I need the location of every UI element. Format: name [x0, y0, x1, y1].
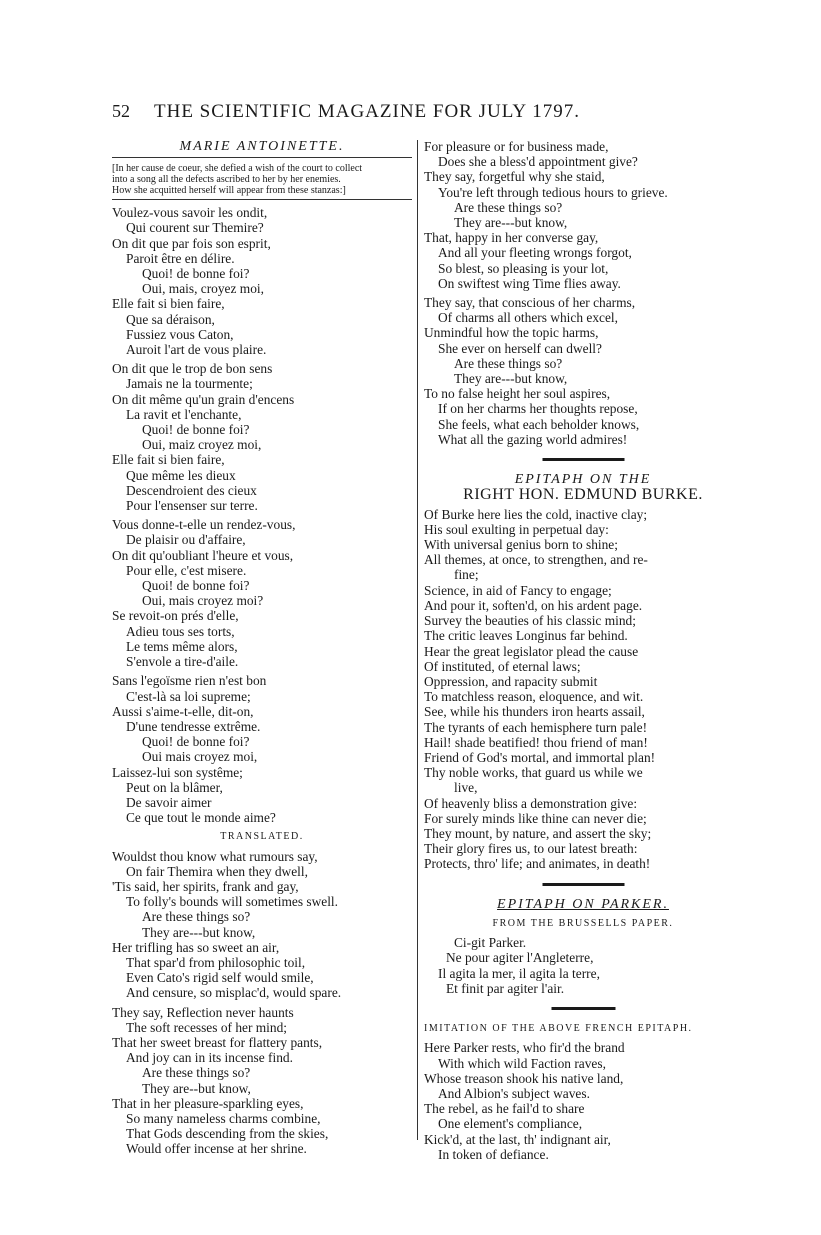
verse-line: Her trifling has so sweet an air,: [112, 939, 280, 955]
verse-line: Oui mais croyez moi,: [142, 749, 258, 765]
verse-line: Are these things so?: [142, 1065, 251, 1081]
verse-line: Pour l'ensenser sur terre.: [126, 498, 258, 514]
french-poem: [112, 205, 412, 825]
verse-line: Of heavenly bliss a demonstration give:: [424, 795, 638, 811]
verse-line: They mount, by nature, and assert the sky;: [424, 825, 652, 841]
column-divider: [417, 140, 418, 1140]
verse-line: To no false height her soul aspires,: [424, 386, 611, 402]
verse-line: And joy can in its incense find.: [126, 1050, 293, 1066]
burke-title-line2: RIGHT HON. EDMUND BURKE.: [463, 486, 703, 504]
verse-line: On dit qu'oubliant l'heure et vous,: [112, 547, 294, 563]
verse-line: Auroit l'art de vous plaire.: [126, 342, 267, 358]
verse-line: Se revoit-on prés d'elle,: [112, 608, 239, 624]
verse-line: His soul exulting in perpetual day:: [424, 521, 609, 537]
verse-line: Paroit être en délire.: [126, 250, 235, 266]
verse-line: She ever on herself can dwell?: [438, 340, 602, 356]
verse-line: And pour it, soften'd, on his ardent page.: [424, 597, 643, 613]
verse-line: On swiftest wing Time flies away.: [438, 275, 621, 291]
title-rule: [112, 157, 412, 158]
ornament-divider: ▬▬▬▬▬▬▬▬▬: [542, 877, 624, 889]
verse-line: On dit même qu'un grain d'encens: [112, 391, 295, 407]
verse-line: That Gods descending from the skies,: [126, 1126, 329, 1142]
verse-line: Il agita la mer, il agita la terre,: [438, 965, 600, 981]
verse-line: Would offer incense at her shrine.: [126, 1141, 307, 1157]
verse-line: So many nameless charms combine,: [126, 1110, 321, 1126]
verse-line: One element's compliance,: [438, 1116, 583, 1132]
verse-line: The rebel, as he fail'd to share: [424, 1101, 585, 1117]
verse-line: And Albion's subject waves.: [438, 1085, 590, 1101]
verse-line: Whose treason shook his native land,: [424, 1070, 624, 1086]
imitation-poem: [424, 1040, 742, 1162]
verse-line: They are--but know,: [142, 1080, 251, 1096]
verse-line: De savoir aimer: [126, 794, 212, 810]
translated-heading: TRANSLATED.: [220, 831, 304, 843]
verse-line: Ci-git Parker.: [454, 935, 527, 951]
verse-line: They say, forgetful why she staid,: [424, 169, 605, 185]
parker-french-epitaph: [424, 935, 742, 996]
poem-title-marie-antoinette: MARIE ANTOINETTE.: [179, 139, 345, 154]
continued-poem: [424, 139, 742, 447]
verse-line: On dit que par fois son esprit,: [112, 235, 271, 251]
verse-line: live,: [454, 780, 478, 796]
verse-line: Oui, mais, croyez moi,: [142, 281, 264, 297]
burke-epitaph: [424, 507, 742, 872]
verse-line: And censure, so misplac'd, would spare.: [126, 985, 342, 1001]
verse-line: Ne pour agiter l'Angleterre,: [446, 950, 594, 966]
verse-line: Quoi! de bonne foi?: [142, 578, 250, 594]
verse-line: Voulez-vous savoir les ondit,: [112, 205, 268, 221]
verse-line: And all your fleeting wrongs forgot,: [438, 245, 632, 261]
verse-line: She feels, what each beholder knows,: [438, 416, 640, 432]
verse-line: So blest, so pleasing is your lot,: [438, 260, 609, 276]
verse-line: The critic leaves Longinus far behind.: [424, 628, 628, 644]
verse-line: To matchless reason, eloquence, and wit.: [424, 689, 644, 705]
verse-line: Et finit par agiter l'air.: [446, 980, 565, 996]
verse-line: With universal genius born to shine;: [424, 537, 618, 553]
verse-line: With which wild Faction raves,: [438, 1055, 606, 1071]
verse-line: Wouldst thou know what rumours say,: [112, 848, 318, 864]
verse-line: You're left through tedious hours to grieve.: [438, 184, 668, 200]
verse-line: Oui, mais croyez moi?: [142, 593, 264, 609]
ornament-divider: ▬▬▬▬▬▬▬▬▬: [542, 453, 624, 465]
imitation-heading: IMITATION OF THE ABOVE FRENCH EPITAPH.: [424, 1023, 693, 1035]
verse-line: The tyrants of each hemisphere turn pale!: [424, 719, 648, 735]
verse-line: Jamais ne la tourmente;: [126, 376, 253, 392]
verse-line: See, while his thunders iron hearts assail,: [424, 704, 645, 720]
verse-line: They say, that conscious of her charms,: [424, 295, 636, 311]
parker-source: FROM THE BRUSSELLS PAPER.: [492, 917, 674, 929]
running-title: THE SCIENTIFIC MAGAZINE FOR JULY 1797.: [154, 101, 580, 122]
left-column: [112, 139, 412, 1157]
verse-line: For pleasure or for business made,: [424, 139, 609, 154]
verse-line: Laissez-lui son systême;: [112, 764, 243, 780]
verse-line: Fussiez vous Caton,: [126, 326, 234, 342]
verse-line: That her sweet breast for flattery pants,: [112, 1034, 323, 1050]
verse-line: Sans l'egoïsme rien n'est bon: [112, 673, 267, 689]
verse-line: Vous donne-t-elle un rendez-vous,: [112, 517, 296, 533]
verse-line: Does she a bless'd appointment give?: [438, 154, 638, 170]
verse-line: Are these things so?: [142, 909, 251, 925]
burke-title-line1: EPITAPH ON THE: [514, 472, 652, 488]
verse-line: Thy noble works, that guard us while we: [424, 765, 643, 781]
verse-line: De plaisir ou d'affaire,: [126, 532, 246, 548]
verse-line: Pour elle, c'est misere.: [126, 562, 247, 578]
verse-line: That in her pleasure-sparkling eyes,: [112, 1095, 304, 1111]
verse-line: Que sa déraison,: [126, 311, 215, 327]
verse-line: Ce que tout le monde aime?: [126, 810, 276, 826]
verse-line: Que même les dieux: [126, 467, 236, 483]
verse-line: To folly's bounds will sometimes swell.: [126, 894, 339, 910]
verse-line: That, happy in her converse gay,: [424, 230, 599, 246]
verse-line: In token of defiance.: [438, 1146, 549, 1162]
verse-line: Hail! shade beatified! thou friend of man!: [424, 734, 648, 750]
verse-line: Elle fait si bien faire,: [112, 296, 225, 312]
verse-line: Le tems même alors,: [126, 638, 238, 654]
page-header: [112, 101, 752, 125]
verse-line: Are these things so?: [454, 199, 563, 215]
verse-line: Of instituted, of eternal laws;: [424, 658, 581, 674]
verse-line: That spar'd from philosophic toil,: [126, 954, 306, 970]
verse-line: Are these things so?: [454, 355, 563, 371]
verse-line: What all the gazing world admires!: [438, 431, 628, 447]
verse-line: Quoi! de bonne foi?: [142, 266, 250, 282]
verse-line: On fair Themira when they dwell,: [126, 863, 308, 879]
verse-line: Science, in aid of Fancy to engage;: [424, 582, 612, 598]
verse-line: Descendroient des cieux: [126, 482, 257, 498]
verse-line: Quoi! de bonne foi?: [142, 734, 250, 750]
verse-line: Here Parker rests, who fir'd the brand: [424, 1040, 625, 1056]
verse-line: All themes, at once, to strengthen, and re-: [424, 552, 648, 568]
verse-line: On dit que le trop de bon sens: [112, 361, 273, 377]
verse-line: They are---but know,: [454, 215, 568, 231]
verse-line: They say, Reflection never haunts: [112, 1004, 294, 1020]
verse-line: Of Burke here lies the cold, inactive clay;: [424, 506, 648, 522]
parker-title: EPITAPH ON PARKER.: [497, 896, 669, 912]
right-column: [424, 139, 742, 1162]
verse-line: C'est-là sa loi supreme;: [126, 688, 251, 704]
verse-line: Of charms all others which excel,: [438, 310, 618, 326]
verse-line: La ravit et l'enchante,: [126, 406, 242, 422]
note-rule: [112, 199, 412, 200]
verse-line: Adieu tous ses torts,: [126, 623, 235, 639]
verse-line: They are---but know,: [454, 371, 568, 387]
page-number: 52: [112, 101, 130, 121]
verse-line: Hear the great legislator plead the cause: [424, 643, 639, 659]
verse-line: D'une tendresse extrême.: [126, 718, 261, 734]
english-poem: [112, 849, 412, 1157]
verse-line: Qui courent sur Themire?: [126, 220, 264, 236]
verse-line: fine;: [454, 567, 479, 583]
verse-line: They are---but know,: [142, 924, 256, 940]
editorial-note: [In her cause de coeur, she defied a wish of the court to collect into a song all the defects ascribed to her by her enemies. How she acquitted herself will appear from these stanzas:]: [112, 163, 363, 197]
verse-line: Their glory fires us, to our latest breath:: [424, 841, 638, 857]
verse-line: For surely minds like thine can never die;: [424, 810, 647, 826]
verse-line: Oui, maiz croyez moi,: [142, 437, 262, 453]
verse-line: Protects, thro' life; and animates, in death!: [424, 856, 651, 872]
verse-line: Quoi! de bonne foi?: [142, 422, 250, 438]
verse-line: The soft recesses of her mind;: [126, 1019, 288, 1035]
verse-line: S'envole a tire-d'aile.: [126, 654, 239, 670]
verse-line: If on her charms her thoughts repose,: [438, 401, 638, 417]
verse-line: Oppression, and rapacity submit: [424, 673, 598, 689]
verse-line: Elle fait si bien faire,: [112, 452, 225, 468]
ornament-divider: ▬▬▬▬▬▬▬: [551, 1001, 615, 1013]
verse-line: Unmindful how the topic harms,: [424, 325, 599, 341]
verse-line: 'Tis said, her spirits, frank and gay,: [112, 878, 299, 894]
verse-line: Even Cato's rigid self would smile,: [126, 970, 314, 986]
verse-line: Kick'd, at the last, th' indignant air,: [424, 1131, 611, 1147]
verse-line: Aussi s'aime-t-elle, dit-on,: [112, 703, 254, 719]
verse-line: Friend of God's mortal, and immortal plan!: [424, 749, 656, 765]
verse-line: Survey the beauties of his classic mind;: [424, 613, 636, 629]
verse-line: Peut on la blâmer,: [126, 779, 223, 795]
